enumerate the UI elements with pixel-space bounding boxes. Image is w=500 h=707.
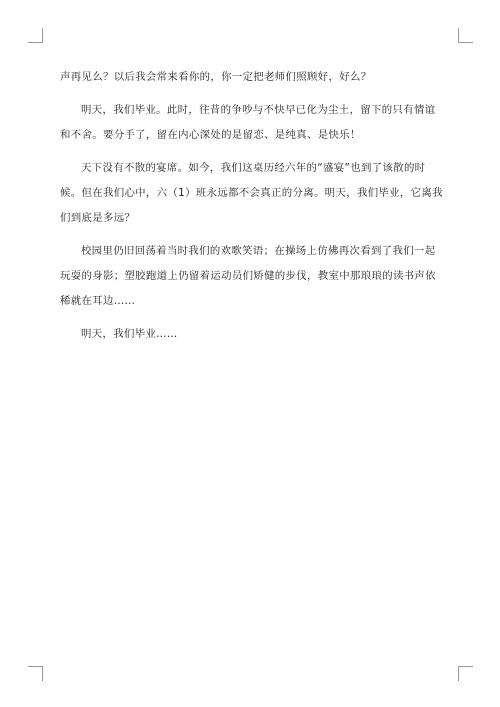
crop-mark-bottom-left <box>28 666 43 681</box>
paragraph: 明天，我们毕业。此时，往昔的争吵与不快早已化为尘土，留下的只有情谊和不舍。要分手了，留在内心深处的是留恋、是纯真、是快乐！ <box>60 104 436 141</box>
paragraph: 天下没有不散的宴席。如今，我们这桌历经六年的“盛宴”也到了该散的时候。但在我们心中，六（1）班永远都不会真正的分离。明天，我们毕业，它离我们到底是多远？ <box>60 162 443 224</box>
crop-mark-bottom-right <box>458 666 473 681</box>
paragraph: 声再见么？以后我会常来看你的，你一定把老师们照顾好，好么？ <box>60 71 372 83</box>
paragraph: 校园里仍旧回荡着当时我们的欢歌笑语；在操场上仿佛再次看到了我们一起玩耍的身影；塑胶跑道上仍留着运动员们矫健的步伐，教室中那琅琅的读书声依稀就在耳边…… <box>60 245 436 307</box>
document-body <box>60 65 445 355</box>
crop-mark-top-right <box>458 28 473 43</box>
crop-mark-top-left <box>28 28 43 43</box>
paragraph: 明天，我们毕业…… <box>81 328 178 340</box>
